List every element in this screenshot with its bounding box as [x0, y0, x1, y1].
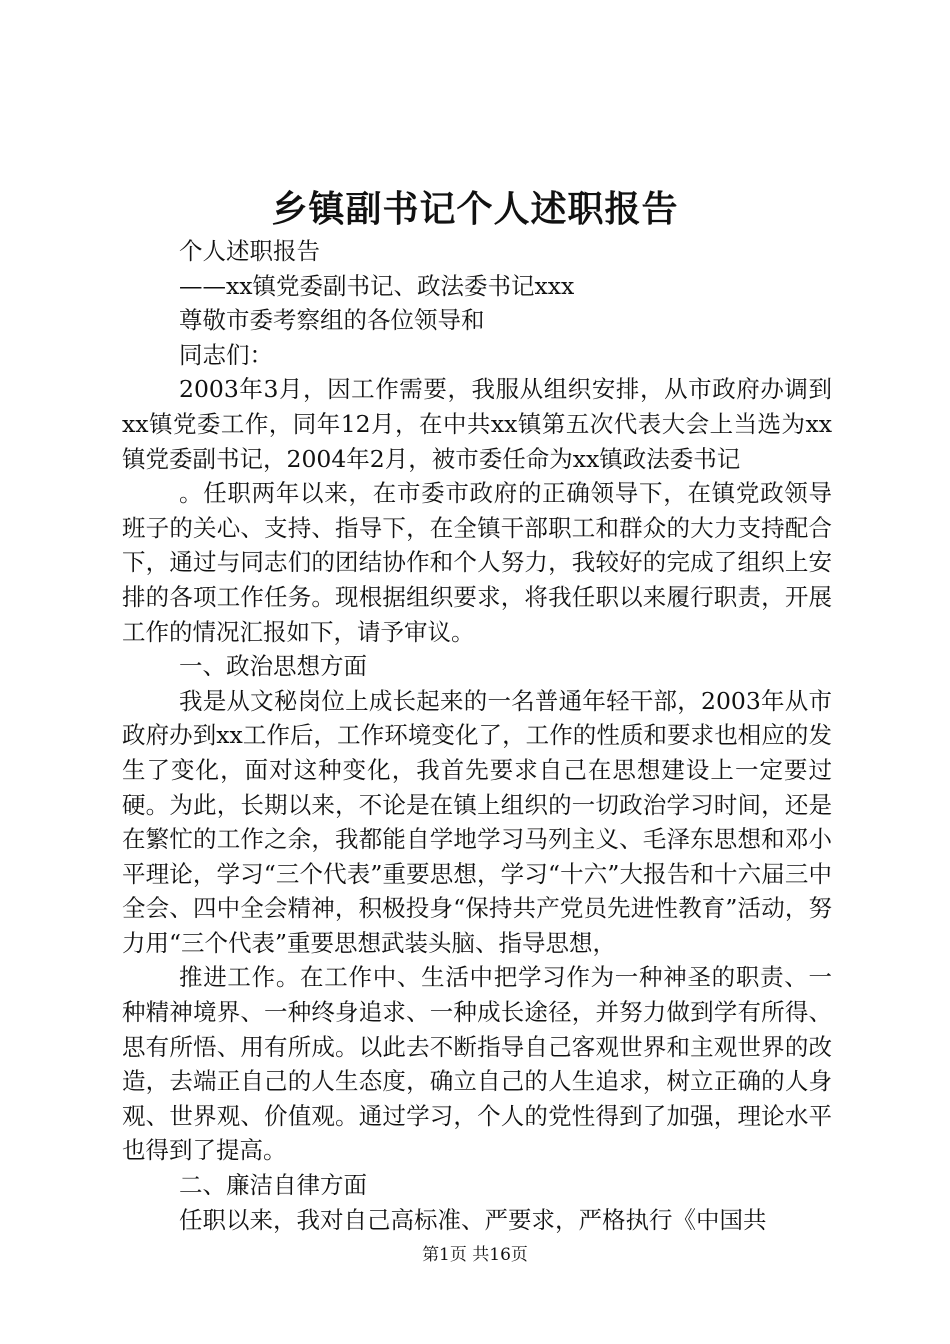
- paragraph-author-line: ——xx镇党委副书记、政法委书记xxx: [179, 271, 575, 300]
- paragraph-report-label: 个人述职报告: [179, 237, 320, 265]
- paragraph-political-study: 我是从文秘岗位上成长起来的一名普通年轻干部，2003年从市政府办到xx工作后，工作环境变化了，工作的性质和要求也相应的发生了变化，面对这种变化，我首先要求自己在思想建设上一定要过硬。为此，长期以来，不论是在镇上组织的一切政治学习时间，还是在繁忙的工作之余，我都能自学地学习马列主义、毛泽东思想和邓小平理论，学习“三个代表”重要思想，学习“十六”大报告和十六届三中全会、四中全会精神，积极投身“保持共产党员先进性教育”活动，努力用“三个代表”重要思想武装头脑、指导思想，: [122, 686, 832, 957]
- page-number: 第1页 共16页: [422, 1245, 528, 1265]
- section-heading-political: 一、政治思想方面: [179, 652, 367, 681]
- paragraph-integrity: 任职以来，我对自己高标准、严要求，严格执行《中国共: [179, 1205, 767, 1234]
- paragraph-overview: 。任职两年以来，在市委市政府的正确领导下，在镇党政领导班子的关心、支持、指导下，在全镇干部职工和群众的大力支持配合下，通过与同志们的团结协作和个人努力，我较好的完成了组织上安排的各项工作任务。现根据组织要求，将我任职以来履行职责，开展工作的情况汇报如下，请予审议。: [122, 479, 832, 646]
- paragraph-career-history: 2003年3月，因工作需要，我服从组织安排，从市政府办调到xx镇党委工作，同年12月，在中共xx镇第五次代表大会上当选为xx镇党委副书记，2004年2月，被市委任命为xx镇政法委书记: [122, 375, 832, 473]
- document-title: 乡镇副书记个人述职报告: [271, 188, 679, 230]
- document-body: [122, 234, 832, 1237]
- paragraph-salutation-cont: 同志们：: [179, 340, 273, 369]
- paragraph-salutation: 尊敬市委考察组的各位领导和: [179, 306, 485, 335]
- section-heading-integrity: 二、廉洁自律方面: [179, 1171, 367, 1200]
- paragraph-political-practice: 推进工作。在工作中、生活中把学习作为一种神圣的职责、一种精神境界、一种终身追求、一种成长途径，并努力做到学有所得、思有所悟、用有所成。以此去不断指导自己客观世界和主观世界的改造，去端正自己的人生态度，确立自己的人生追求，树立正确的人身观、世界观、价值观。通过学习，个人的党性得到了加强，理论水平也得到了提高。: [122, 963, 832, 1165]
